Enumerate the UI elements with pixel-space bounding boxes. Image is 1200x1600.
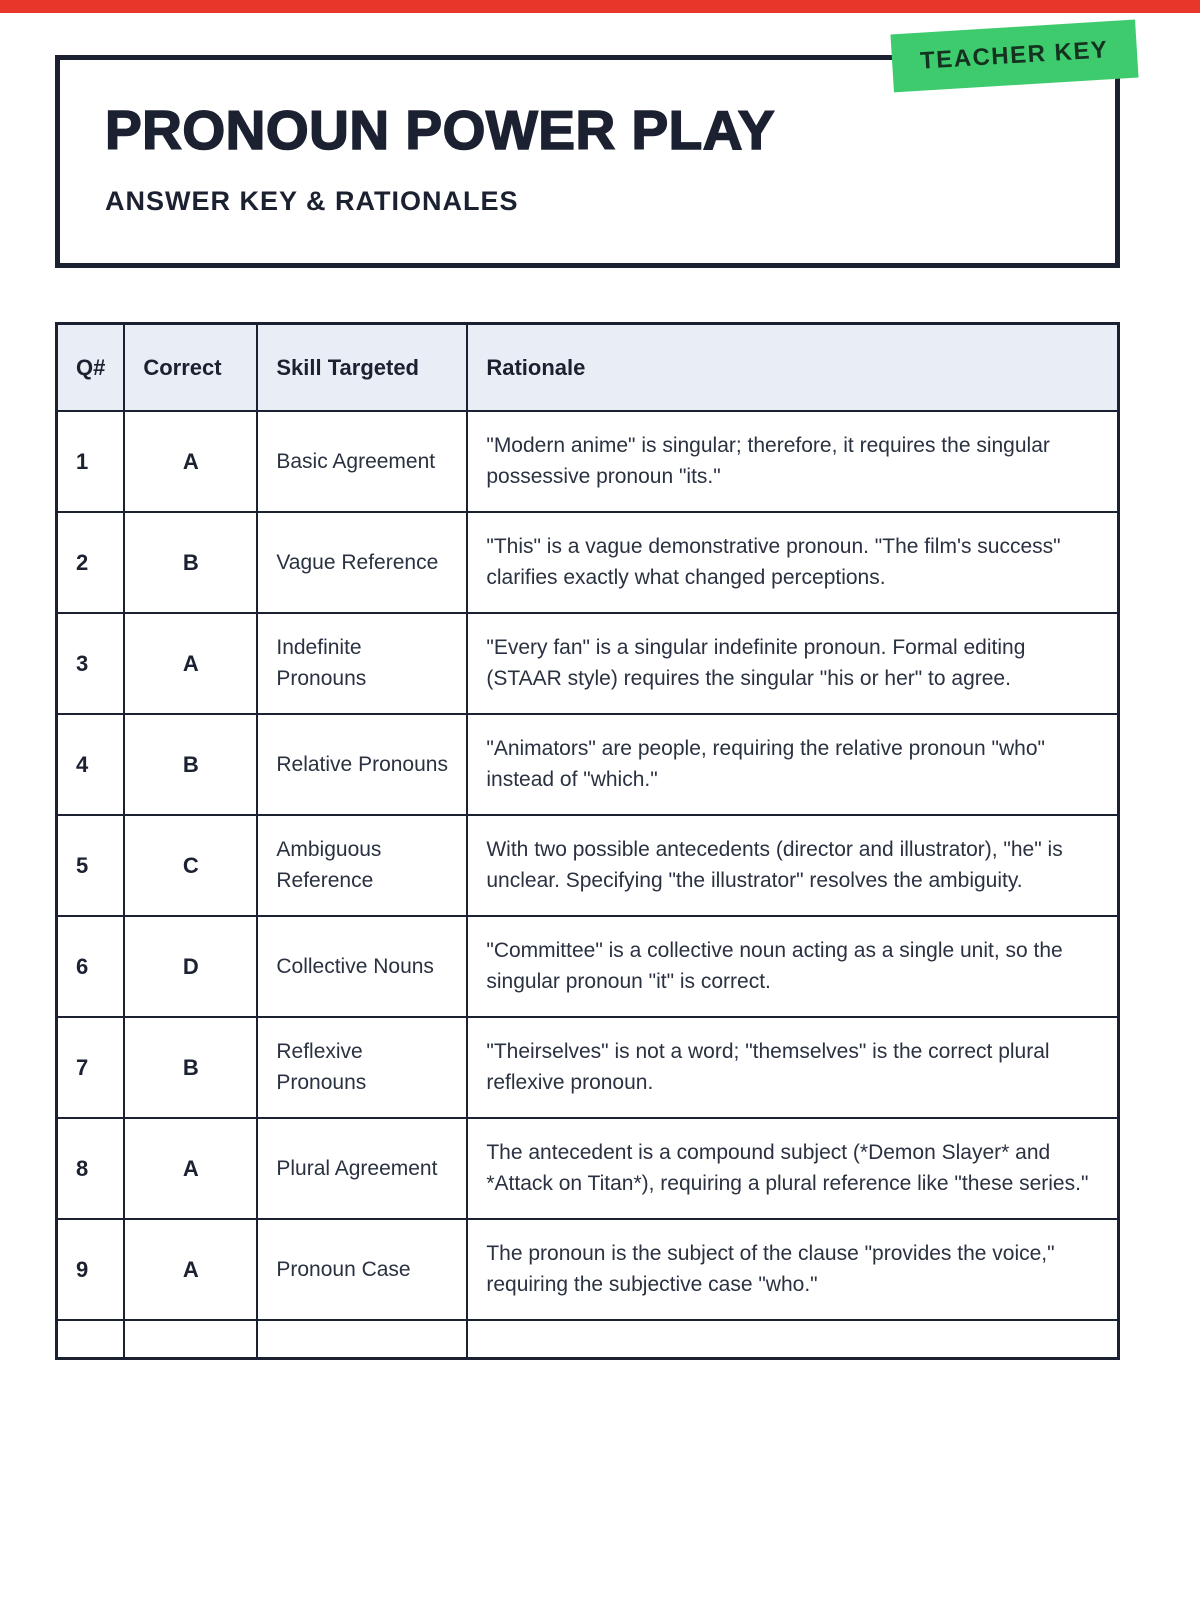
table-row (57, 714, 1119, 815)
cell-rationale: "Every fan" is a singular indefinite pronoun. Formal editing (STAAR style) requires the singular "his or her" to agree. (467, 613, 1118, 714)
column-header-rationale: Rationale (467, 323, 1118, 411)
page-title: PRONOUN POWER PLAY (105, 99, 776, 161)
cell-qnum: 8 (57, 1118, 125, 1219)
page-subtitle: ANSWER KEY & RATIONALES (105, 185, 519, 216)
cell-correct: B (124, 512, 257, 613)
cell-correct: B (124, 1017, 257, 1118)
cell-skill: Basic Agreement (257, 411, 467, 512)
cell-correct: C (124, 815, 257, 916)
cell-rationale: "Modern anime" is singular; therefore, it requires the singular possessive pronoun "its." (467, 411, 1118, 512)
cell-rationale: "This" is a vague demonstrative pronoun. "The film's success" clarifies exactly what changed perceptions. (467, 512, 1118, 613)
cell-rationale: With two possible antecedents (director and illustrator), "he" is unclear. Specifying "the illustrator" resolves the ambiguity. (467, 815, 1118, 916)
cell-correct: A (124, 613, 257, 714)
column-header-skill: Skill Targeted (257, 323, 467, 411)
cell-qnum: 3 (57, 613, 125, 714)
cell-skill: Collective Nouns (257, 916, 467, 1017)
teacher-key-badge: TEACHER KEY (891, 20, 1139, 93)
cell-correct: A (124, 1118, 257, 1219)
header-box (55, 36, 1120, 268)
cell-rationale: "Committee" is a collective noun acting as a single unit, so the singular pronoun "it" is correct. (467, 916, 1118, 1017)
cell-rationale: The pronoun is the subject of the clause "provides the voice," requiring the subjective case "who." (467, 1219, 1118, 1320)
worksheet-page (55, 36, 1120, 1360)
table-row (57, 916, 1119, 1017)
cell-qnum: 6 (57, 916, 125, 1017)
table-row (57, 815, 1119, 916)
cell-rationale: "Theirselves" is not a word; "themselves" is the correct plural reflexive pronoun. (467, 1017, 1118, 1118)
cell-qnum (57, 1320, 125, 1359)
table-header-row (57, 323, 1119, 411)
table-header (57, 323, 1119, 411)
cell-correct: A (124, 411, 257, 512)
table-row (57, 1219, 1119, 1320)
column-header-qnum: Q# (57, 323, 125, 411)
cell-skill: Plural Agreement (257, 1118, 467, 1219)
cell-qnum: 4 (57, 714, 125, 815)
table-row (57, 1118, 1119, 1219)
cell-skill: Indefinite Pronouns (257, 613, 467, 714)
table-row (57, 411, 1119, 512)
cell-rationale (467, 1320, 1118, 1359)
table-body (57, 411, 1119, 1359)
table-row (57, 613, 1119, 714)
cell-correct (124, 1320, 257, 1359)
table-row (57, 1320, 1119, 1359)
top-accent-bar (0, 0, 1200, 13)
table-row (57, 512, 1119, 613)
table-row (57, 1017, 1119, 1118)
cell-rationale: "Animators" are people, requiring the relative pronoun "who" instead of "which." (467, 714, 1118, 815)
cell-qnum: 1 (57, 411, 125, 512)
cell-qnum: 7 (57, 1017, 125, 1118)
cell-skill (257, 1320, 467, 1359)
cell-skill: Reflexive Pronouns (257, 1017, 467, 1118)
cell-skill: Vague Reference (257, 512, 467, 613)
cell-qnum: 9 (57, 1219, 125, 1320)
cell-correct: B (124, 714, 257, 815)
cell-correct: D (124, 916, 257, 1017)
cell-skill: Relative Pronouns (257, 714, 467, 815)
cell-rationale: The antecedent is a compound subject (*Demon Slayer* and *Attack on Titan*), requiring a plural reference like "these series." (467, 1118, 1118, 1219)
cell-skill: Pronoun Case (257, 1219, 467, 1320)
cell-correct: A (124, 1219, 257, 1320)
cell-skill: Ambiguous Reference (257, 815, 467, 916)
cell-qnum: 2 (57, 512, 125, 613)
column-header-correct: Correct (124, 323, 257, 411)
cell-qnum: 5 (57, 815, 125, 916)
answer-key-table (55, 322, 1120, 1360)
